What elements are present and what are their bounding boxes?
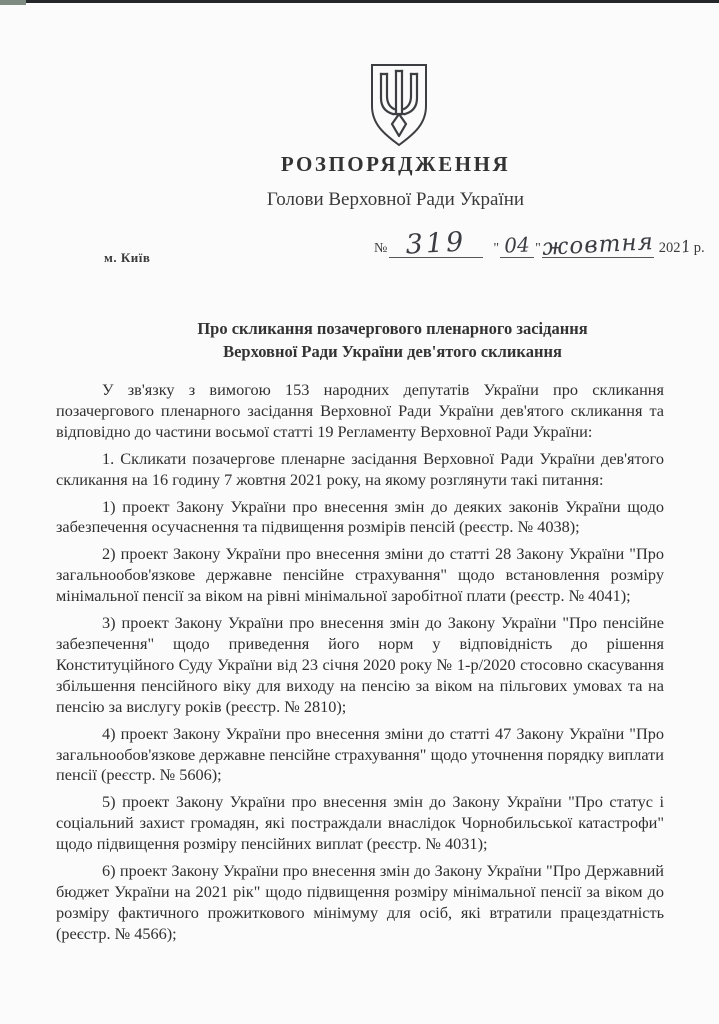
document-title (0, 318, 719, 363)
paragraph-question-4: 4) проект Закону України про внесення зміни до статті 47 Закону України "Про загальнообов'язкове державне пенсійне страхування" щодо уточнення порядку виплати пенсії (реєстр. № 5606); (56, 723, 664, 785)
day-handwritten: 04 (503, 232, 531, 258)
document-number-handwritten: 319 (405, 226, 468, 261)
document-type-heading: РОЗПОРЯДЖЕННЯ (280, 152, 511, 176)
document-issuer: Голови Верховної Ради України (266, 189, 525, 210)
year-printed: 202 (658, 240, 681, 256)
ukraine-trident-emblem-icon (366, 62, 432, 148)
year-suffix: р. (693, 240, 705, 256)
number-date-line (374, 226, 705, 261)
paragraph-preamble: У зв'язку з вимогою 153 народних депутатів України про скликання позачергового пленарного засідання Верховної Ради України дев'ятого скликання та відповідно до частини восьмої статті 19 Регламенту Верховної Ради України: (56, 380, 664, 441)
open-quote: " (493, 241, 500, 256)
paragraph-question-2: 2) проект Закону України про внесення зміни до статті 28 Закону України "Про загальнообов'язкове державне пенсійне страхування" щодо встановлення розміру мінімальної пенсії за віком на рівні мінімальної заробітної плати (реєстр. № 4041); (56, 544, 664, 606)
paragraph-question-5: 5) проект Закону України про внесення змін до Закону України "Про статус і соціальний захист громадян, які постраждали внаслідок Чорнобильської катастрофи" щодо підвищення розміру пенсійних виплат (реєстр. № 4031); (56, 792, 664, 854)
scan-artifact-corner (0, 0, 26, 5)
paragraph-question-6: 6) проект Закону України про внесення змін до Закону України "Про Державний бюджет України на 2021 рік" щодо підвищення розміру мінімальної пенсії за віком до розміру фактичного прожиткового мінімуму для осіб, які втратили працездатність (реєстр. № 4566); (56, 861, 664, 943)
close-quote: " (535, 241, 541, 256)
number-sign-label: № (374, 241, 388, 256)
paragraph-question-3: 3) проект Закону України про внесення змін до Закону України "Про пенсійне забезпечення" щодо приведення його норм у відповідність до рішення Конституційного Суду України від 23 січня 2020 року № 1-р/2020 стосовно скасування збільшення пенсійного віку для виходу на пенсію за віком на пільгових умовах та на пенсію за вислугу років (реєстр. № 2810); (56, 613, 664, 716)
paragraph-question-1: 1) проект Закону України про внесення змін до деяких законів України щодо забезпечення осучаснення та підвищення розмірів пенсій (реєстр. № 4038); (56, 496, 664, 537)
scan-artifact-top-edge (0, 0, 719, 3)
year-digit-handwritten: 1 (679, 236, 692, 257)
paragraph-clause-1: 1. Скликати позачергове пленарне засідання Верховної Ради України дев'ятого скликання на 16 годину 7 жовтня 2021 року, на якому розглянути такі питання: (56, 448, 664, 489)
document-body (56, 380, 664, 951)
month-handwritten: жовтня (541, 229, 655, 261)
document-title-line2: Верховної Ради України дев'ятого скликання (223, 341, 562, 361)
document-title-line1: Про скликання позачергового пленарного засідання (197, 319, 588, 338)
place-label: м. Київ (104, 250, 151, 265)
